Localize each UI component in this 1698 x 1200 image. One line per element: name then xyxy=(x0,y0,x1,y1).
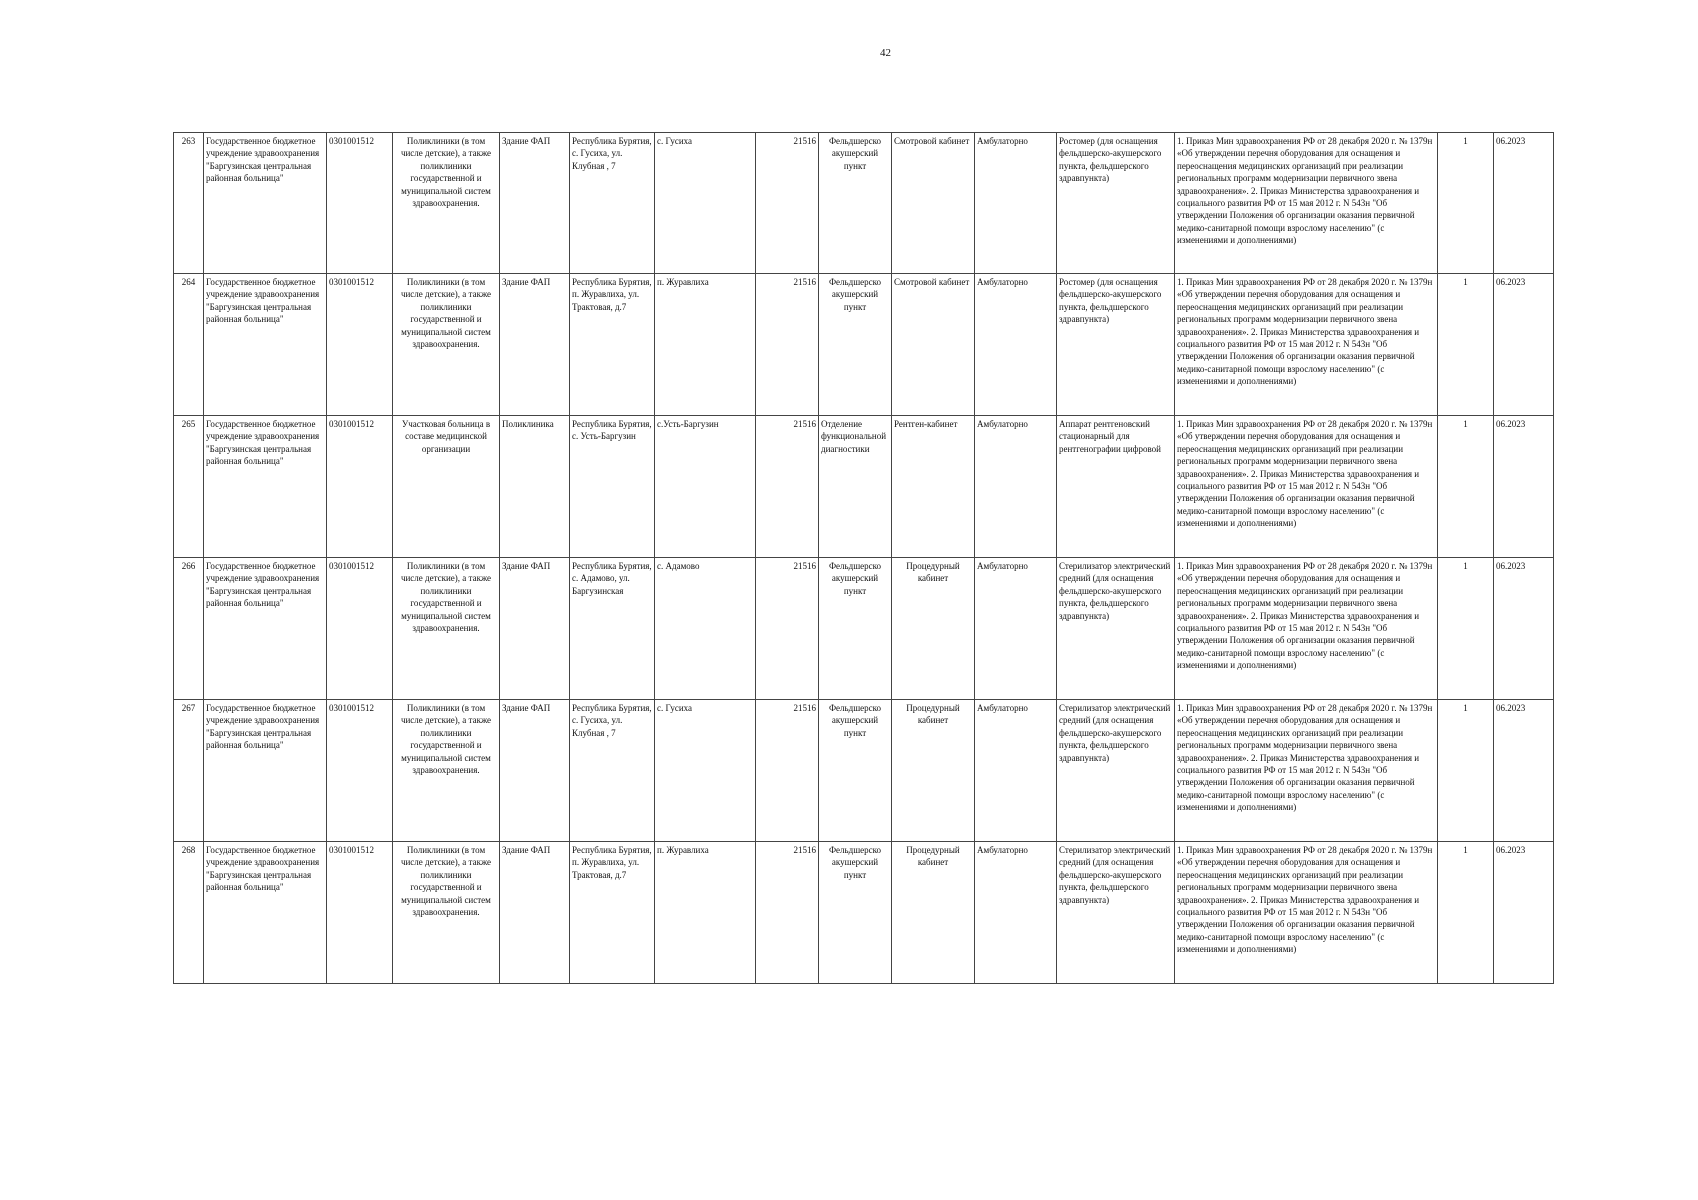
code-number: 21516 xyxy=(756,842,819,984)
equipment-table xyxy=(173,132,1554,984)
facility-type: Участковая больница в составе медицинской организации xyxy=(393,416,500,558)
organization-code: 0301001512 xyxy=(327,274,393,416)
building: Здание ФАП xyxy=(500,558,570,700)
quantity: 1 xyxy=(1438,558,1494,700)
facility-type: Поликлиники (в том числе детские), а также поликлиники государственной и муниципальной систем здравоохранения. xyxy=(393,842,500,984)
settlement: п. Журавлиха xyxy=(655,274,756,416)
table-row xyxy=(174,842,1554,984)
address: Республика Бурятия, п. Журавлиха, ул. Трактовая, д.7 xyxy=(570,842,655,984)
address: Республика Бурятия, с. Усть-Баргузин xyxy=(570,416,655,558)
room: Процедурный кабинет xyxy=(892,842,975,984)
organization-name: Государственное бюджетное учреждение здравоохранения "Баргузинская центральная районная больница" xyxy=(204,558,327,700)
organization-name: Государственное бюджетное учреждение здравоохранения "Баргузинская центральная районная больница" xyxy=(204,700,327,842)
unit: Фельдшерско акушерский пункт xyxy=(819,274,892,416)
settlement: с. Гусиха xyxy=(655,133,756,274)
row-number: 267 xyxy=(174,700,204,842)
date: 06.2023 xyxy=(1494,842,1554,984)
row-number: 266 xyxy=(174,558,204,700)
organization-name: Государственное бюджетное учреждение здравоохранения "Баргузинская центральная районная больница" xyxy=(204,274,327,416)
care-form: Амбулаторно xyxy=(975,842,1057,984)
address: Республика Бурятия, с. Гусиха, ул. Клубная , 7 xyxy=(570,133,655,274)
unit: Отделение функциональной диагностики xyxy=(819,416,892,558)
date: 06.2023 xyxy=(1494,274,1554,416)
unit: Фельдшерско акушерский пункт xyxy=(819,558,892,700)
code-number: 21516 xyxy=(756,558,819,700)
code-number: 21516 xyxy=(756,133,819,274)
row-number: 264 xyxy=(174,274,204,416)
unit: Фельдшерско акушерский пункт xyxy=(819,842,892,984)
room: Смотровой кабинет xyxy=(892,274,975,416)
care-form: Амбулаторно xyxy=(975,274,1057,416)
room: Рентген-кабинет xyxy=(892,416,975,558)
legal-basis: 1. Приказ Мин здравоохранения РФ от 28 декабря 2020 г. № 1379н «Об утверждении перечня оборудования для оснащения и переоснащения медицинских организаций при реализации региональных программ модернизации первичного звена здравоохранения». 2. Приказ Министерства здравоохранения и социального развития РФ от 15 мая 2012 г. N 543н "Об утверждении Положения об организации оказания первичной медико-санитарной помощи взрослому населению" (с изменениями и дополнениями) xyxy=(1175,558,1438,700)
organization-name: Государственное бюджетное учреждение здравоохранения "Баргузинская центральная районная больница" xyxy=(204,133,327,274)
equipment: Стерилизатор электрический средний (для оснащения фельдшерско-акушерского пункта, фельдшерского здравпункта) xyxy=(1057,842,1175,984)
legal-basis: 1. Приказ Мин здравоохранения РФ от 28 декабря 2020 г. № 1379н «Об утверждении перечня оборудования для оснащения и переоснащения медицинских организаций при реализации региональных программ модернизации первичного звена здравоохранения». 2. Приказ Министерства здравоохранения и социального развития РФ от 15 мая 2012 г. N 543н "Об утверждении Положения об организации оказания первичной медико-санитарной помощи взрослому населению" (с изменениями и дополнениями) xyxy=(1175,842,1438,984)
organization-name: Государственное бюджетное учреждение здравоохранения "Баргузинская центральная районная больница" xyxy=(204,842,327,984)
care-form: Амбулаторно xyxy=(975,133,1057,274)
table-row xyxy=(174,700,1554,842)
settlement: с.Усть-Баргузин xyxy=(655,416,756,558)
building: Здание ФАП xyxy=(500,842,570,984)
table-row xyxy=(174,416,1554,558)
unit: Фельдшерско акушерский пункт xyxy=(819,133,892,274)
organization-code: 0301001512 xyxy=(327,133,393,274)
row-number: 263 xyxy=(174,133,204,274)
row-number: 268 xyxy=(174,842,204,984)
facility-type: Поликлиники (в том числе детские), а также поликлиники государственной и муниципальной систем здравоохранения. xyxy=(393,558,500,700)
building: Здание ФАП xyxy=(500,274,570,416)
facility-type: Поликлиники (в том числе детские), а также поликлиники государственной и муниципальной систем здравоохранения. xyxy=(393,133,500,274)
settlement: с. Гусиха xyxy=(655,700,756,842)
table-row xyxy=(174,274,1554,416)
address: Республика Бурятия, с. Гусиха, ул. Клубная , 7 xyxy=(570,700,655,842)
organization-code: 0301001512 xyxy=(327,558,393,700)
legal-basis: 1. Приказ Мин здравоохранения РФ от 28 декабря 2020 г. № 1379н «Об утверждении перечня оборудования для оснащения и переоснащения медицинских организаций при реализации региональных программ модернизации первичного звена здравоохранения». 2. Приказ Министерства здравоохранения и социального развития РФ от 15 мая 2012 г. N 543н "Об утверждении Положения об организации оказания первичной медико-санитарной помощи взрослому населению" (с изменениями и дополнениями) xyxy=(1175,700,1438,842)
care-form: Амбулаторно xyxy=(975,416,1057,558)
quantity: 1 xyxy=(1438,700,1494,842)
code-number: 21516 xyxy=(756,416,819,558)
organization-code: 0301001512 xyxy=(327,842,393,984)
address: Республика Бурятия, с. Адамово, ул. Баргузинская xyxy=(570,558,655,700)
quantity: 1 xyxy=(1438,842,1494,984)
address: Республика Бурятия, п. Журавлиха, ул. Трактовая, д.7 xyxy=(570,274,655,416)
legal-basis: 1. Приказ Мин здравоохранения РФ от 28 декабря 2020 г. № 1379н «Об утверждении перечня оборудования для оснащения и переоснащения медицинских организаций при реализации региональных программ модернизации первичного звена здравоохранения». 2. Приказ Министерства здравоохранения и социального развития РФ от 15 мая 2012 г. N 543н "Об утверждении Положения об организации оказания первичной медико-санитарной помощи взрослому населению" (с изменениями и дополнениями) xyxy=(1175,274,1438,416)
quantity: 1 xyxy=(1438,133,1494,274)
building: Здание ФАП xyxy=(500,700,570,842)
unit: Фельдшерско акушерский пункт xyxy=(819,700,892,842)
equipment: Стерилизатор электрический средний (для оснащения фельдшерско-акушерского пункта, фельдшерского здравпункта) xyxy=(1057,558,1175,700)
page-number: 42 xyxy=(880,47,891,59)
date: 06.2023 xyxy=(1494,558,1554,700)
organization-name: Государственное бюджетное учреждение здравоохранения "Баргузинская центральная районная больница" xyxy=(204,416,327,558)
legal-basis: 1. Приказ Мин здравоохранения РФ от 28 декабря 2020 г. № 1379н «Об утверждении перечня оборудования для оснащения и переоснащения медицинских организаций при реализации региональных программ модернизации первичного звена здравоохранения». 2. Приказ Министерства здравоохранения и социального развития РФ от 15 мая 2012 г. N 543н "Об утверждении Положения об организации оказания первичной медико-санитарной помощи взрослому населению" (с изменениями и дополнениями) xyxy=(1175,416,1438,558)
room: Процедурный кабинет xyxy=(892,700,975,842)
facility-type: Поликлиники (в том числе детские), а также поликлиники государственной и муниципальной систем здравоохранения. xyxy=(393,274,500,416)
date: 06.2023 xyxy=(1494,700,1554,842)
quantity: 1 xyxy=(1438,274,1494,416)
settlement: п. Журавлиха xyxy=(655,842,756,984)
equipment: Стерилизатор электрический средний (для оснащения фельдшерско-акушерского пункта, фельдшерского здравпункта) xyxy=(1057,700,1175,842)
table-row xyxy=(174,133,1554,274)
equipment: Аппарат рентгеновский стационарный для рентгенографии цифровой xyxy=(1057,416,1175,558)
quantity: 1 xyxy=(1438,416,1494,558)
building: Здание ФАП xyxy=(500,133,570,274)
organization-code: 0301001512 xyxy=(327,700,393,842)
organization-code: 0301001512 xyxy=(327,416,393,558)
care-form: Амбулаторно xyxy=(975,558,1057,700)
facility-type: Поликлиники (в том числе детские), а также поликлиники государственной и муниципальной систем здравоохранения. xyxy=(393,700,500,842)
date: 06.2023 xyxy=(1494,133,1554,274)
building: Поликлиника xyxy=(500,416,570,558)
settlement: с. Адамово xyxy=(655,558,756,700)
room: Процедурный кабинет xyxy=(892,558,975,700)
legal-basis: 1. Приказ Мин здравоохранения РФ от 28 декабря 2020 г. № 1379н «Об утверждении перечня оборудования для оснащения и переоснащения медицинских организаций при реализации региональных программ модернизации первичного звена здравоохранения». 2. Приказ Министерства здравоохранения и социального развития РФ от 15 мая 2012 г. N 543н "Об утверждении Положения об организации оказания первичной медико-санитарной помощи взрослому населению" (с изменениями и дополнениями) xyxy=(1175,133,1438,274)
code-number: 21516 xyxy=(756,700,819,842)
table-row xyxy=(174,558,1554,700)
care-form: Амбулаторно xyxy=(975,700,1057,842)
code-number: 21516 xyxy=(756,274,819,416)
equipment: Ростомер (для оснащения фельдшерско-акушерского пункта, фельдшерского здравпункта) xyxy=(1057,133,1175,274)
equipment: Ростомер (для оснащения фельдшерско-акушерского пункта, фельдшерского здравпункта) xyxy=(1057,274,1175,416)
room: Смотровой кабинет xyxy=(892,133,975,274)
date: 06.2023 xyxy=(1494,416,1554,558)
row-number: 265 xyxy=(174,416,204,558)
